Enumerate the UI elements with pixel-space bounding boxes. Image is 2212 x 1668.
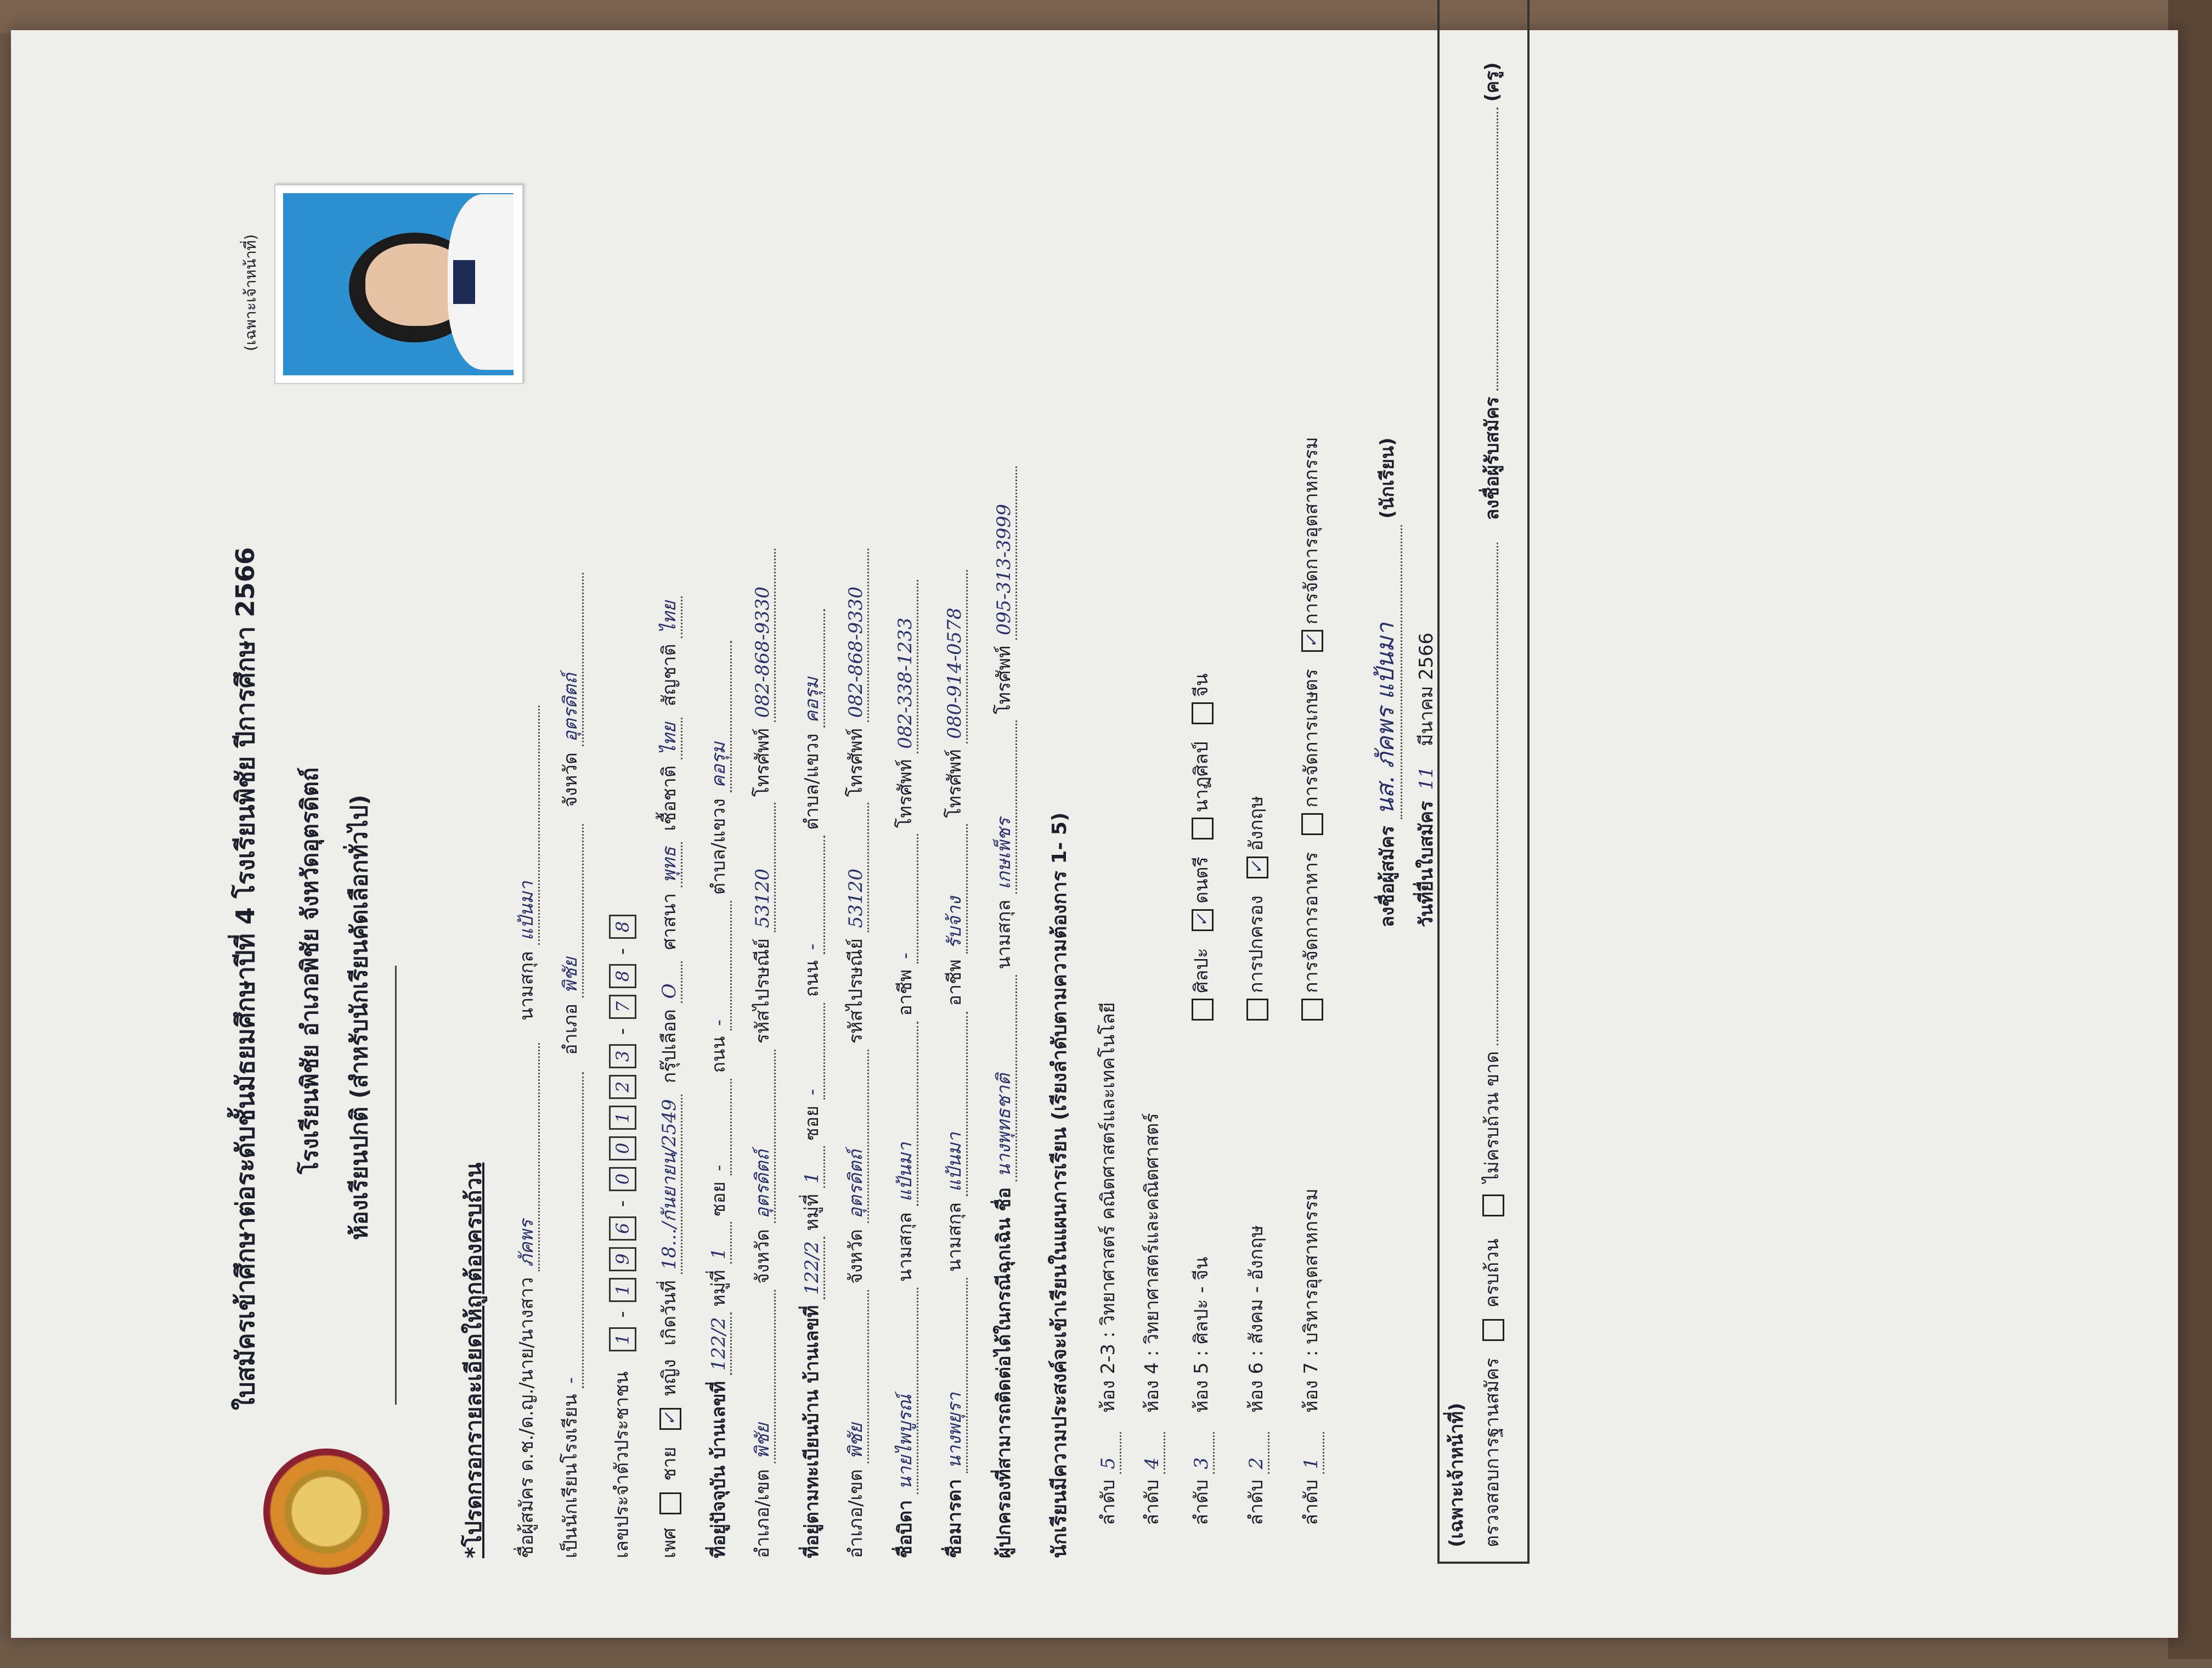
province-label-2: จังหวัด [752,1229,774,1284]
mother-row [944,570,968,1558]
reg-postcode-value[interactable]: 53120 [845,803,869,932]
instruction-text: *โปรดกรอกรายละเอียดให้ถูกต้องครบถ้วน [461,1162,487,1558]
phone-label: โทรศัพท์ [752,728,774,797]
district-value[interactable]: พิชัย [560,824,584,998]
receiver-label: ลงชื่อผู้รับสมัคร [1481,397,1503,521]
room-name: ห้อง 4 : วิทยาศาสตร์และคณิตศาสตร์ [1141,1113,1163,1413]
reg-province-label: จังหวัด [845,1229,867,1284]
rank-value[interactable]: 1 [1300,1432,1324,1474]
elective-label: อังกฤษ [1245,796,1267,852]
blood-label: กรุ๊ปเลือด [658,1009,680,1084]
elective-checkbox[interactable] [1301,999,1323,1021]
guardian-surname-label: นามสกุล [993,899,1015,970]
pref-row-2 [1141,1113,1165,1525]
reg-road-value[interactable]: - [801,836,825,954]
name-row [516,706,540,1558]
guardian-phone-label: โทรศัพท์ [993,645,1015,714]
sign-applicant-label: ลงชื่อผู้สมัคร [1376,825,1398,927]
father-surname-label: นามสกุล [894,1212,916,1282]
check-label: ตรวจสอบการฐานสมัคร [1481,1357,1503,1547]
elective-label: นาฏศิลป์ [1190,741,1212,813]
id-digit-box[interactable]: 1 [609,1278,636,1302]
nationality-label: สัญชาติ [658,644,680,707]
guardian-surname[interactable]: เกษเพ็ชร [993,720,1017,894]
title-rule [395,966,397,1405]
tambon-label: ตำบล/แขวง [708,798,730,895]
elective-checkbox[interactable] [1301,813,1323,835]
mother-job-label: อาชีพ [944,959,966,1006]
road-value[interactable]: - [708,901,732,1030]
pref-row-5 [1300,1188,1324,1525]
name-value[interactable]: ภัคพร [516,1043,540,1271]
date-label: วันที่ยื่นใบสมัคร [1415,801,1437,927]
father-phone-label: โทรศัพท์ [894,759,916,828]
father-phone[interactable]: 082-338-1233 [894,580,918,753]
elective-row-2 [1245,796,1268,1021]
father-job[interactable]: - [894,834,918,963]
province-value-2[interactable]: อุตรดิตถ์ [752,1050,776,1223]
elective-label: การจัดการอาหาร [1300,852,1322,993]
applicant-signature-row [1372,437,1402,927]
complete-checkbox[interactable] [1482,1319,1504,1341]
id-digit-box[interactable]: 3 [609,1044,636,1068]
mother-surname-label: นามสกุล [944,1202,966,1272]
elective-checkbox[interactable]: ✓ [1192,909,1214,931]
elective-label: ศิลปะ [1190,948,1212,993]
guardian-name[interactable]: นางพุทธชาติ [993,975,1017,1181]
mother-phone-label: โทรศัพท์ [944,749,966,818]
mother-label: ชื่อมารดา [944,1479,966,1558]
mother-phone[interactable]: 080-914-0578 [944,570,968,743]
id-digit-box[interactable]: 0 [609,1136,636,1160]
current-address-row [708,641,732,1558]
moo-value[interactable]: 1 [708,1222,732,1264]
room-name: ห้อง 2-3 : วิทยาศาสตร์ คณิตศาสตร์และเทคโนโลยี [1097,1002,1119,1413]
id-digit-box[interactable]: 2 [609,1075,636,1099]
father-label: ชื่อบิดา [894,1500,916,1558]
race-label: เชื้อชาติ [658,765,680,831]
reg-tambon-label: ตำบล/แขวง [801,733,823,830]
elective-row-3 [1300,437,1323,1021]
rank-value[interactable]: 2 [1245,1432,1269,1474]
female-label: หญิง [658,1359,680,1397]
elective-checkbox[interactable]: ✓ [1246,856,1268,878]
amphoe-label: อำเภอ/เขต [752,1469,774,1558]
incomplete-label: ไม่ครบถ้วน ขาด [1481,1051,1503,1183]
surname-value[interactable]: แป้นมา [516,706,540,945]
rank-value[interactable]: 5 [1097,1432,1121,1474]
cur-addr-label: ที่อยู่ปัจจุบัน บ้านเลขที่ [708,1381,730,1558]
mother-name[interactable]: นางพยุรา [944,1278,968,1473]
surname-label: นามสกุล [516,951,538,1021]
reg-phone-value[interactable]: 082-868-9330 [845,549,869,722]
official-only-label: (เฉพาะเจ้าหน้าที่) [1446,1402,1468,1547]
form-title: ใบสมัครเข้าศึกษาต่อระดับชั้นมัธยมศึกษาปีที่ 4 โรงเรียนพิชัย ปีการศึกษา 2566 [230,547,260,1410]
elective-row-1 [1190,673,1214,1021]
mother-job[interactable]: รับจ้าง [944,824,968,954]
rank-value[interactable]: 4 [1141,1432,1165,1474]
receiver-signature-field[interactable] [1497,108,1498,391]
elective-label: การปกครอง [1245,895,1267,993]
id-digit-box[interactable]: 8 [609,915,636,939]
birth-value[interactable]: 18.../กันยายน/2549 [658,1095,682,1274]
incomplete-checkbox[interactable] [1482,1194,1504,1216]
moo-label: หมู่ที่ [708,1270,730,1307]
sex-label: เพศ [658,1528,680,1558]
school-seal-logo [263,1449,390,1575]
district-label: อำเภอ [560,1003,582,1055]
submit-date-row [1415,633,1440,927]
province-label: จังหวัด [560,752,582,808]
guardian-phone[interactable]: 095-313-3999 [993,466,1017,640]
applicant-signature[interactable]: นส. ภัคพร แป้นมา [1372,525,1402,819]
id-digit-box[interactable]: 0 [609,1167,636,1191]
elective-checkbox[interactable] [1192,999,1214,1021]
soi-value[interactable]: - [708,1079,732,1175]
rank-label: ลำดับ [1300,1479,1322,1525]
postcode-value[interactable]: 53120 [752,803,776,932]
father-surname[interactable]: แป้นมา [894,1022,918,1206]
reg-postcode-label: รหัสไปรษณีย์ [845,938,867,1044]
pref-row-4 [1245,1225,1269,1525]
id-digit-box[interactable]: 9 [609,1247,636,1271]
pref-row-3 [1190,1257,1215,1525]
female-checkbox[interactable]: ✓ [659,1408,681,1430]
rank-value[interactable]: 3 [1190,1432,1215,1474]
reg-phone-label: โทรศัพท์ [845,728,867,797]
reg-tambon-value[interactable]: คอรุม [801,609,825,728]
id-digit-box[interactable]: 6 [609,1216,636,1241]
applicant-photo [274,184,523,384]
id-row [609,911,636,1558]
phone-value[interactable]: 082-868-9330 [752,549,776,722]
registered-address-row [801,609,825,1558]
religion-label: ศาสนา [658,893,680,950]
form-sheet [11,62,2178,1668]
id-boxes[interactable]: 1 - 196 - 00123 - 78 - 8 [611,911,633,1355]
date-value[interactable]: 11 [1415,753,1440,794]
religion-value[interactable]: พุทธ [658,842,682,887]
road-label: ถนน [708,1036,730,1073]
amphoe-value[interactable]: พิชัย [752,1290,776,1463]
elective-checkbox[interactable] [1192,818,1214,839]
check-row [1481,62,1504,1547]
prefs-heading: นักเรียนมีความประสงค์จะเข้าเรียนในแผนการเรียน (เรียงลำดับตามความต้องการ 1- 5) [1048,812,1071,1558]
cur-addr-no[interactable]: 122/2 [708,1312,732,1375]
reg-addr-no[interactable]: 122/2 [801,1237,825,1299]
elective-label: ดนตรี [1190,856,1212,904]
reg-soi-value[interactable]: - [801,1003,825,1100]
room-name: ห้อง 5 : ศิลปะ - จีน [1190,1256,1212,1413]
rank-label: ลำดับ [1097,1479,1119,1525]
soi-label: ซอย [708,1181,730,1216]
father-job-label: อาชีพ [894,969,916,1016]
reg-road-label: ถนน [801,960,823,998]
sign-applicant-role: (นักเรียน) [1376,437,1398,519]
complete-label: ครบถ้วน [1481,1238,1503,1308]
rank-label: ลำดับ [1190,1479,1212,1525]
male-checkbox[interactable] [659,1492,681,1514]
id-digit-box[interactable]: 1 [609,1327,636,1351]
prev-school-row [560,573,584,1558]
form-subtitle-school: โรงเรียนพิชัย อำเภอพิชัย จังหวัดอุตรดิตถ์ [296,767,323,1174]
mother-surname[interactable]: แป้นมา [944,1012,968,1196]
id-digit-box[interactable]: 1 [609,1106,636,1130]
father-row [894,580,918,1558]
guardian-label: ผู้ปกครองที่สามารถติดต่อได้ในกรณีฉุกเฉิน ชื่อ [993,1187,1015,1558]
missing-items-field[interactable] [1497,543,1498,1045]
postcode-label: รหัสไปรษณีย์ [752,938,774,1044]
reg-amphoe-value[interactable]: พิชัย [845,1290,869,1463]
current-address-row-2 [752,549,776,1558]
reg-addr-label: ที่อยู่ตามทะเบียนบ้าน บ้านเลขที่ [801,1305,823,1558]
birth-label: เกิดวันที่ [658,1280,680,1346]
male-label: ชาย [658,1446,680,1481]
reg-amphoe-label: อำเภอ/เขต [845,1469,867,1558]
id-label: เลขประจำตัวประชาชน [611,1371,633,1558]
elective-checkbox[interactable]: ✓ [1301,630,1323,652]
tambon-value[interactable]: คอรุม [708,641,732,792]
pref-row-1 [1097,1002,1121,1525]
elective-checkbox[interactable] [1246,999,1268,1021]
elective-checkbox[interactable] [1192,702,1214,724]
form-subtitle-class: ห้องเรียนปกติ (สำหรับนักเรียนคัดเลือกทั่วไป) [346,794,373,1240]
prev-school-label: เป็นนักเรียนโรงเรียน [560,1394,582,1558]
guardian-row [993,466,1017,1558]
room-name: ห้อง 6 : สังคม - อังกฤษ [1245,1225,1267,1413]
elective-label: การจัดการเกษตร [1300,669,1322,808]
name-label: ชื่อผู้สมัคร ด.ช./ด.ญ./นาย/นางสาว [516,1277,538,1558]
elective-label: จีน [1190,673,1212,697]
province-value[interactable]: อุตรดิตถ์ [560,573,584,746]
date-month: มีนาคม 2566 [1415,632,1437,747]
rank-label: ลำดับ [1245,1479,1267,1525]
reg-soi-label: ซอย [801,1105,823,1141]
reg-province-value[interactable]: อุตรดิตถ์ [845,1050,869,1223]
table-surface [0,0,2212,33]
sex-birth-row [658,596,682,1558]
reg-moo-label: หมู่ที่ [801,1193,823,1231]
father-name[interactable]: นายไพบูรณ์ [894,1288,918,1494]
nationality-value[interactable]: ไทย [658,596,682,638]
room-name: ห้อง 7 : บริหารอุตสาหกรรม [1300,1188,1322,1413]
registered-address-row-2 [845,549,869,1558]
race-value[interactable]: ไทย [658,718,682,759]
reg-moo-value[interactable]: 1 [801,1146,825,1188]
blood-value[interactable]: O [658,961,682,1003]
receiver-role: (ครู) [1481,62,1503,102]
id-digit-box[interactable]: 8 [609,964,636,988]
official-only-top: (เฉพาะเจ้าหน้าที่) [241,234,259,351]
prev-school-value[interactable]: - [560,1072,584,1388]
id-digit-box[interactable]: 7 [609,995,636,1019]
application-paper [11,30,2178,1638]
rank-label: ลำดับ [1141,1479,1163,1525]
elective-label: การจัดการอุตสาหกรรม [1300,437,1322,625]
